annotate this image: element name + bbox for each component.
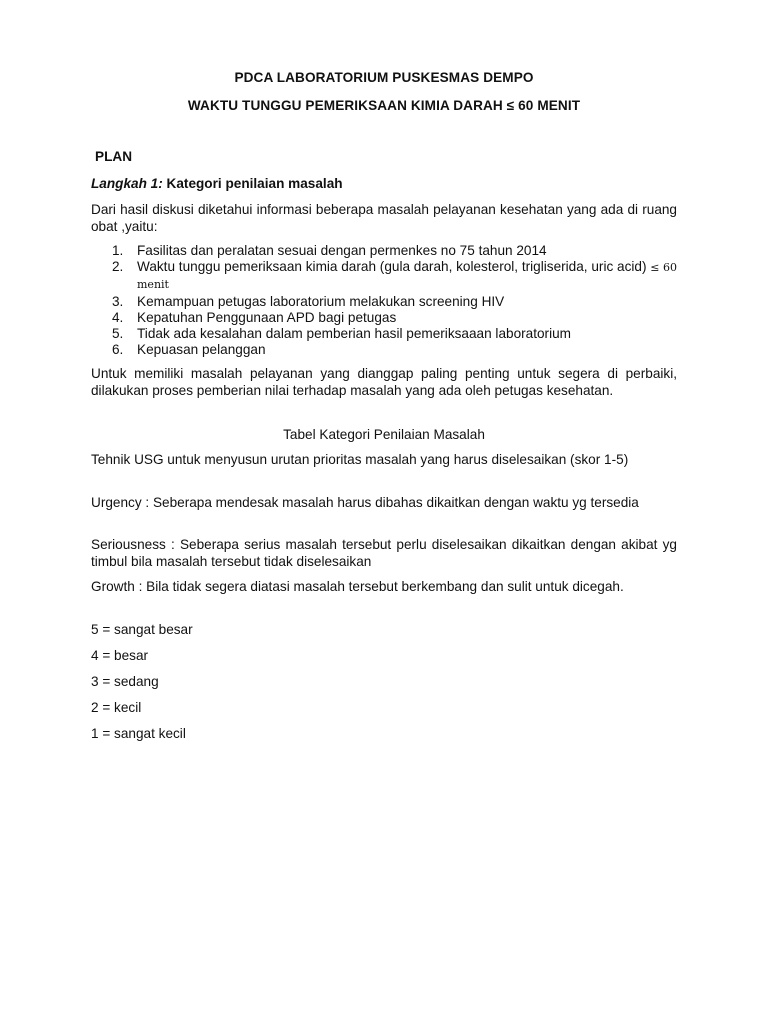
intro-paragraph: Dari hasil diskusi diketahui informasi beberapa masalah pelayanan kesehatan yang ada di ruang obat ,yaitu: xyxy=(91,202,677,234)
list-item xyxy=(91,243,677,259)
priority-paragraph: Untuk memiliki masalah pelayanan yang dianggap paling penting untuk segera di perbaiki, dilakukan proses pemberian nilai terhadap masalah yang ada oleh petugas kesehatan. xyxy=(91,366,677,398)
usg-intro-paragraph: Tehnik USG untuk menyusun urutan prioritas masalah yang harus diselesaikan (skor 1-5) xyxy=(91,452,629,467)
list-item-text: Fasilitas dan peralatan sesuai dengan permenkes no 75 tahun 2014 xyxy=(137,243,547,258)
growth-paragraph: Growth : Bila tidak segera diatasi masalah tersebut berkembang dan sulit untuk dicegah. xyxy=(91,579,624,594)
list-item xyxy=(91,342,677,358)
list-item-number: 1. xyxy=(112,243,124,258)
section-heading-plan: PLAN xyxy=(95,149,133,164)
list-item-text: Tidak ada kesalahan dalam pemberian hasil pemeriksaaan laboratorium xyxy=(137,326,571,342)
list-item xyxy=(91,310,677,326)
step-heading xyxy=(91,176,343,191)
document-subtitle: WAKTU TUNGGU PEMERIKSAAN KIMIA DARAH ≤ 60 MENIT xyxy=(187,98,581,113)
list-item-number: 6. xyxy=(112,342,124,358)
urgency-paragraph: Urgency : Seberapa mendesak masalah harus dibahas dikaitkan dengan waktu yg tersedia xyxy=(91,495,639,510)
seriousness-paragraph: Seriousness : Seberapa serius masalah tersebut perlu diselesaikan dikaitkan dengan akibat yg timbul bila masalah tersebut tidak diselesaikan xyxy=(91,537,677,569)
scale-item-5: 5 = sangat besar xyxy=(91,622,193,637)
document-title: PDCA LABORATORIUM PUSKESMAS DEMPO xyxy=(234,70,534,85)
scale-item-2: 2 = kecil xyxy=(91,700,142,715)
list-item xyxy=(91,326,677,342)
list-item-text: Kemampuan petugas laboratorium melakukan screening HIV xyxy=(137,293,505,309)
list-item-number: 2. xyxy=(112,259,124,275)
scale-item-4: 4 = besar xyxy=(91,648,149,663)
list-item xyxy=(91,259,677,293)
list-item xyxy=(91,294,677,310)
list-item-text-suffix: ≤ 60 menit xyxy=(137,261,677,292)
list-item-text xyxy=(137,259,677,293)
list-item-text: Kepatuhan Penggunaan APD bagi petugas xyxy=(137,309,397,325)
step-prefix: Langkah 1: xyxy=(91,176,163,191)
scale-item-1: 1 = sangat kecil xyxy=(91,726,186,741)
list-item-number: 3. xyxy=(112,293,124,309)
scale-item-3: 3 = sedang xyxy=(91,674,159,689)
list-item-number: 5. xyxy=(112,326,124,342)
list-item-text-main: Waktu tunggu pemeriksaan kimia darah (gula darah, kolesterol, trigliserida, uric acid) xyxy=(137,259,651,275)
problem-list xyxy=(91,243,677,358)
list-item-number: 4. xyxy=(112,309,124,325)
table-caption: Tabel Kategori Penilaian Masalah xyxy=(283,427,485,442)
step-label: Kategori penilaian masalah xyxy=(162,176,343,191)
list-item-text: Kepuasan pelanggan xyxy=(137,342,266,358)
